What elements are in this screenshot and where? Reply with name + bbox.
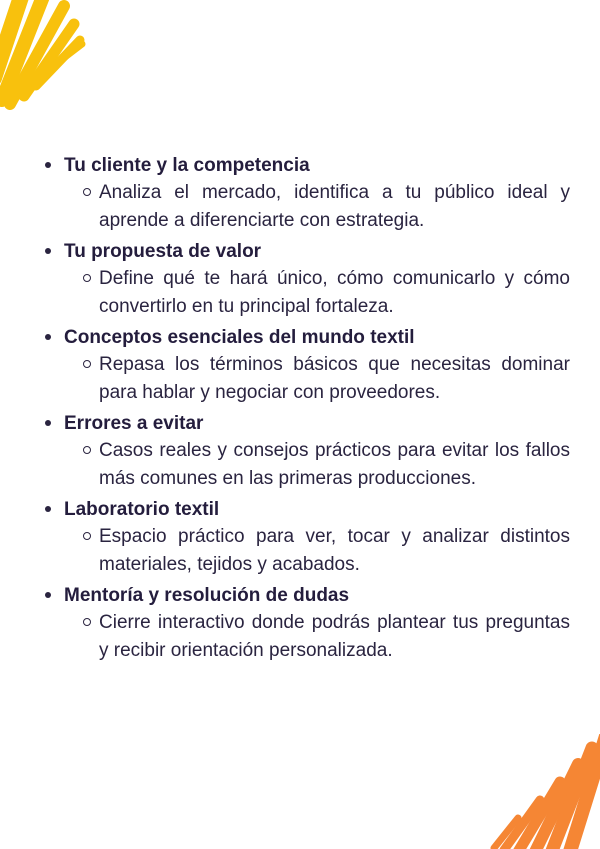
hollow-bullet-icon bbox=[83, 446, 91, 454]
topic-title: Laboratorio textil bbox=[64, 499, 220, 520]
topic-description bbox=[64, 437, 570, 493]
hollow-bullet-icon bbox=[83, 188, 91, 196]
topic-title: Tu cliente y la competencia bbox=[64, 155, 310, 176]
hollow-bullet-icon bbox=[83, 618, 91, 626]
topic-item bbox=[44, 238, 570, 321]
topic-item bbox=[44, 324, 570, 407]
filled-bullet-icon bbox=[45, 420, 51, 426]
topic-description bbox=[64, 523, 570, 579]
topic-description bbox=[64, 351, 570, 407]
topic-item bbox=[44, 496, 570, 579]
topic-description-text: Repasa los términos básicos que necesitas dominar para hablar y negociar con proveedores. bbox=[99, 354, 570, 403]
topic-list bbox=[44, 152, 570, 665]
filled-bullet-icon bbox=[45, 334, 51, 340]
topic-item bbox=[44, 582, 570, 665]
topic-description bbox=[64, 265, 570, 321]
topic-title: Conceptos esenciales del mundo textil bbox=[64, 327, 415, 348]
topic-item bbox=[44, 410, 570, 493]
topic-description-text: Espacio práctico para ver, tocar y analizar distintos materiales, tejidos y acabados. bbox=[99, 526, 570, 575]
topic-title: Mentoría y resolución de dudas bbox=[64, 585, 350, 606]
filled-bullet-icon bbox=[45, 162, 51, 168]
filled-bullet-icon bbox=[45, 592, 51, 598]
topic-title: Errores a evitar bbox=[64, 413, 204, 434]
topic-description-text: Cierre interactivo donde podrás plantear tus preguntas y recibir orientación personalizada. bbox=[99, 612, 570, 661]
topic-description-text: Analiza el mercado, identifica a tu público ideal y aprende a diferenciarte con estrategia. bbox=[99, 182, 570, 231]
agenda-content bbox=[44, 152, 570, 668]
filled-bullet-icon bbox=[45, 248, 51, 254]
topic-description bbox=[64, 179, 570, 235]
orange-scribble-icon bbox=[490, 734, 600, 849]
hollow-bullet-icon bbox=[83, 360, 91, 368]
topic-item bbox=[44, 152, 570, 235]
yellow-scribble-icon bbox=[0, 0, 90, 110]
topic-description bbox=[64, 609, 570, 665]
hollow-bullet-icon bbox=[83, 532, 91, 540]
hollow-bullet-icon bbox=[83, 274, 91, 282]
topic-description-text: Casos reales y consejos prácticos para evitar los fallos más comunes en las primeras producciones. bbox=[99, 440, 570, 489]
topic-title: Tu propuesta de valor bbox=[64, 241, 262, 262]
filled-bullet-icon bbox=[45, 506, 51, 512]
topic-description-text: Define qué te hará único, cómo comunicarlo y cómo convertirlo en tu principal fortaleza. bbox=[99, 268, 570, 317]
